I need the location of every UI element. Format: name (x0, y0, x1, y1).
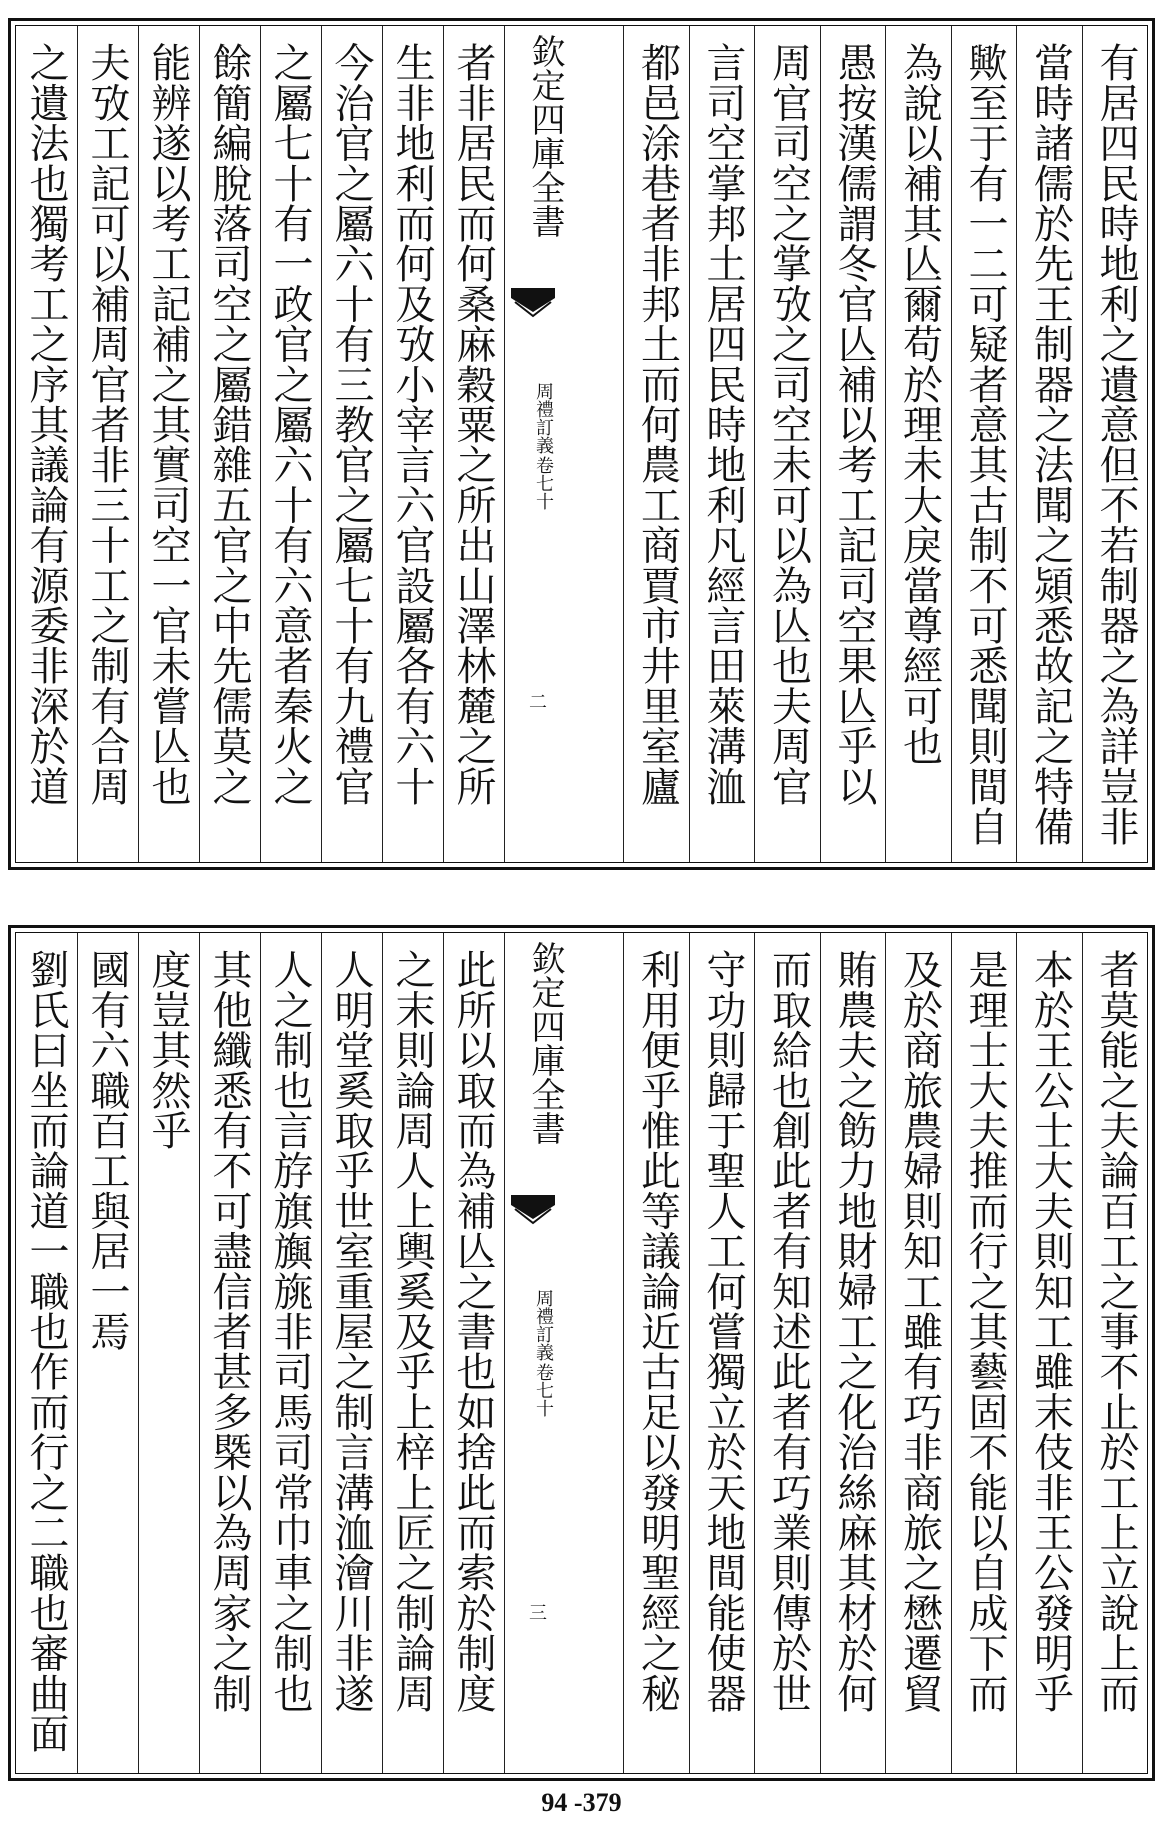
text-column (951, 26, 1017, 862)
spine-book-title: 周禮訂義 (533, 1289, 554, 1361)
top-right-half (566, 26, 1147, 862)
spine-title: 欽定四庫全書 (525, 34, 565, 238)
top-page-frame (15, 25, 1148, 863)
text-column (77, 26, 138, 862)
spine-volume: 卷七十 (533, 1363, 554, 1417)
column-text: 言司空掌邦土居四民時地利凡經言田萊溝洫 (700, 42, 746, 806)
text-column (260, 26, 321, 862)
text-column (754, 933, 820, 1773)
text-column (138, 933, 199, 1773)
column-text: 利用便乎惟此等議論近古足以發明聖經之秘 (634, 949, 681, 1713)
column-text: 歟至于有一二可疑者意其古制不可悉聞則間自 (962, 42, 1008, 846)
text-column (820, 933, 886, 1773)
column-text: 人明堂奚取乎世室重屋之制言溝洫澮川非遂 (328, 949, 374, 1713)
text-column (689, 933, 755, 1773)
fishtail-ornament-icon (511, 288, 555, 328)
column-text: 度豈其然乎 (145, 949, 191, 1150)
text-column (1082, 933, 1148, 1773)
text-column (885, 26, 951, 862)
fishtail-ornament-icon (511, 1195, 555, 1235)
text-column (1016, 933, 1082, 1773)
column-text: 是理士大夫推而行之其藝固不能以自成下而 (962, 949, 1008, 1713)
text-column (321, 933, 382, 1773)
column-text: 能辨遂以考工記補之其實司空一官未嘗亾也 (145, 42, 191, 806)
column-text: 有居四民時地利之遺意但不若制器之為詳豈非 (1093, 42, 1139, 846)
text-column (199, 26, 260, 862)
spine-volume: 卷七十 (533, 456, 554, 510)
text-column (1082, 26, 1148, 862)
column-text: 餘簡編脫落司空之屬錯雜五官之中先儒莫之 (206, 42, 252, 806)
bottom-page-frame (15, 932, 1148, 1774)
column-text: 者莫能之夫論百工之事不止於工上立說上而 (1093, 949, 1139, 1713)
column-text: 生非地利而何及攷小宰言六官設屬各有六十 (389, 42, 435, 806)
column-text: 愚按漢儒謂冬官亾補以考工記司空果亾乎以 (831, 42, 877, 806)
text-column (382, 933, 443, 1773)
column-text: 守功則歸于聖人工何嘗獨立於天地間能使器 (700, 949, 746, 1713)
column-text: 為說以補其亾爾苟於理未大戾當尊經可也 (896, 42, 943, 766)
column-text: 其他纖悉有不可盡信者甚多槩以為周家之制 (206, 949, 252, 1713)
text-column (199, 933, 260, 1773)
text-column (77, 933, 138, 1773)
page-number-footer: 94 -379 (541, 1788, 622, 1817)
spine-folio: 三 (526, 1603, 547, 1621)
text-column (16, 26, 77, 862)
column-text: 都邑涂巷者非邦土而何農工商賈市井里室廬 (634, 42, 681, 806)
text-column (820, 26, 886, 862)
text-column (689, 26, 755, 862)
column-text: 國有六職百工與居一焉 (84, 949, 130, 1351)
center-spine (504, 933, 566, 1773)
text-column (623, 26, 689, 862)
text-column (951, 933, 1017, 1773)
column-text: 之末則論周人上輿奚及乎上梓上匠之制論周 (389, 949, 435, 1713)
column-text: 之遺法也獨考工之序其議論有源委非深於道 (23, 42, 69, 806)
column-text: 者非居民而何桑麻穀粟之所出山澤林麓之所 (450, 42, 496, 806)
text-column (138, 26, 199, 862)
column-text: 之屬七十有一政官之屬六十有六意者秦火之 (267, 42, 313, 806)
text-column (16, 933, 77, 1773)
column-text: 而取給也創此者有知述此者有巧業則傳於世 (765, 949, 812, 1713)
column-text: 本於王公士大夫則知工雖末伎非王公發明乎 (1027, 949, 1074, 1713)
text-column (260, 933, 321, 1773)
top-left-half (16, 26, 504, 862)
column-text: 及於商旅農婦則知工雖有巧非商旅之懋遷貿 (896, 949, 943, 1713)
text-column (443, 933, 504, 1773)
column-text: 人之制也言斿旗旟旐非司馬司常巾車之制也 (267, 949, 313, 1713)
spine-title: 欽定四庫全書 (525, 941, 565, 1145)
column-text: 劉氏曰坐而論道一職也作而行之二職也審曲面 (23, 949, 69, 1753)
column-text: 此所以取而為補亾之書也如捨此而索於制度 (450, 949, 496, 1713)
text-column (885, 933, 951, 1773)
text-column (1016, 26, 1082, 862)
spine-subtitle (513, 1289, 553, 1417)
column-text: 今治官之屬六十有三教官之屬七十有九禮官 (328, 42, 374, 806)
text-column (382, 26, 443, 862)
spine-book-title: 周禮訂義 (533, 382, 554, 454)
text-column (443, 26, 504, 862)
spine-subtitle (513, 382, 553, 510)
text-column (623, 933, 689, 1773)
bottom-right-half (566, 933, 1147, 1773)
text-column (754, 26, 820, 862)
column-text: 周官司空之掌攷之司空未可以為亾也夫周官 (765, 42, 812, 806)
column-text: 夫攷工記可以補周官者非三十工之制有合周 (84, 42, 130, 806)
column-text: 當時諸儒於先王制器之法聞之熲悉故記之特備 (1027, 42, 1074, 846)
column-text: 賄農夫之飭力地財婦工之化治絲麻其材於何 (831, 949, 877, 1713)
center-spine (504, 26, 566, 862)
text-column (321, 26, 382, 862)
bottom-page (8, 925, 1155, 1781)
spine-folio: 二 (526, 692, 547, 710)
bottom-left-half (16, 933, 504, 1773)
top-page (8, 18, 1155, 870)
